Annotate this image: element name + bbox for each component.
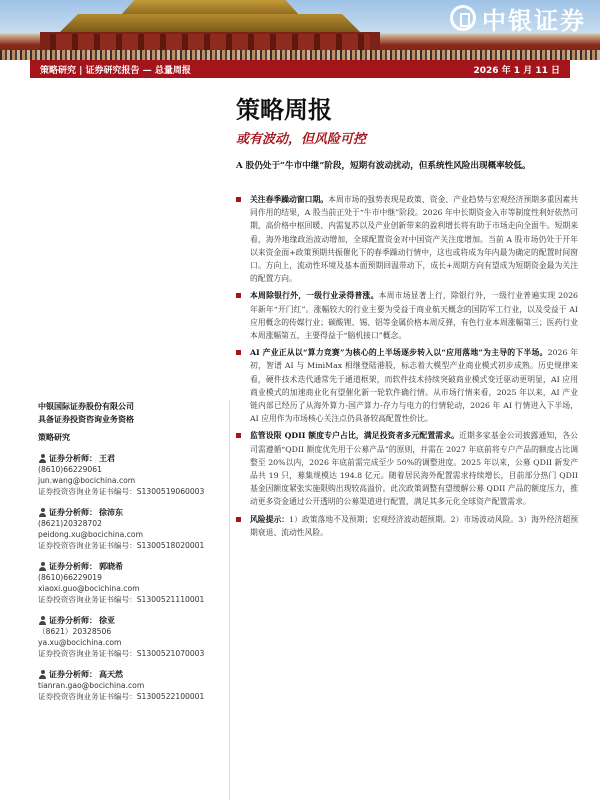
analyst-cert: 证券投资咨询业务证书编号：S1300521110001 — [38, 595, 205, 604]
analyst-card — [38, 615, 228, 659]
analyst-cert: 证券投资咨询业务证书编号：S1300521070003 — [38, 649, 205, 658]
analyst-email[interactable]: peidong.xu@bocichina.com — [38, 530, 143, 539]
bullet-heading: 监管设限 QDII 额度专户占比，满足投资者多元配置需求。 — [250, 431, 460, 441]
analyst-email[interactable]: xiaoxi.guo@bocichina.com — [38, 584, 140, 593]
analyst-sidebar — [38, 400, 228, 702]
analyst-name: 高天然 — [99, 670, 123, 679]
analyst-role: 证券分析师： — [49, 562, 97, 571]
bullet-text: 1）政策落地不及预期；宏观经济波动超预期。2）市场波动风险。3）海外经济超预期衰退、流动性风险。 — [250, 514, 578, 537]
column-divider — [229, 400, 230, 800]
person-icon — [38, 508, 47, 517]
person-icon — [38, 616, 47, 625]
page-title: 策略周报 — [236, 96, 332, 124]
bullet-square-icon — [236, 350, 241, 355]
analyst-card — [38, 561, 228, 605]
bullet-text: 近期多家基金公司披露通知，各公司需遵循“QDII 额度优先用于公募产品”的原则，并需在 2027 年底前将专户产品的额度占比调整至 20%以内，2026 年底前需完成至少 50%的调整进度。2025 年以来，公募 QDII 新发产品共 19 只，募集规模达 194.8 亿元。随着居民海外配置需求持续增长，目前部分热门 QDII 基金因额度紧张实施限购出现较高溢价。此次政策调整有望缓解公募 QDII 产品的额度压力，推动更多资金通过公开透明的公募渠道进行配置，满足其多元化全球资产配置需求。 — [250, 431, 578, 507]
person-icon — [38, 670, 47, 679]
bullet-heading: 关注春季躁动窗口期。 — [250, 195, 329, 204]
bank-of-china-icon — [450, 5, 476, 31]
analyst-name-row — [38, 615, 228, 626]
analyst-name: 徐亚 — [99, 616, 115, 625]
analyst-email[interactable]: jun.wang@bocichina.com — [38, 476, 136, 485]
bullet-item — [236, 513, 578, 539]
analyst-role: 证券分析师： — [49, 508, 97, 517]
analyst-role: 证券分析师： — [49, 670, 97, 679]
brand-logo — [450, 2, 586, 34]
bullet-square-icon — [236, 197, 241, 202]
analyst-cert: 证券投资咨询业务证书编号：S1300522100001 — [38, 692, 205, 701]
analyst-name: 王君 — [99, 454, 115, 463]
report-date: 2026 年 1 月 11 日 — [473, 65, 560, 76]
research-label: 策略研究 — [38, 433, 70, 442]
brand-name: 中银证券 — [482, 6, 586, 35]
person-icon — [38, 454, 47, 463]
analyst-role: 证券分析师： — [49, 616, 97, 625]
header-banner — [0, 0, 600, 60]
summary-paragraph: A 股仍处于“牛市中继”阶段，短期有波动扰动，但系统性风险出现概率较低。 — [236, 161, 531, 171]
analyst-phone: (8610)66229061 — [38, 465, 102, 474]
analyst-cert: 证券投资咨询业务证书编号：S1300519060003 — [38, 487, 205, 496]
bullet-square-icon — [236, 293, 241, 298]
analyst-name-row — [38, 561, 228, 572]
analyst-name: 郭晓希 — [99, 562, 123, 571]
bullet-item — [236, 193, 578, 285]
bullet-item — [236, 429, 578, 508]
page-subtitle: 或有波动，但风险可控 — [236, 132, 367, 147]
analyst-email[interactable]: ya.xu@bocichina.com — [38, 638, 122, 647]
report-category: 策略研究 | 证券研究报告 — 总量周报 — [40, 65, 191, 76]
analyst-phone: (8621)20328702 — [38, 519, 102, 528]
bullet-text: 本周市场显著上行，除银行外，一级行业普遍实现 2026 年新年“开门红”。涨幅较大的行业主要为受益于商业航天概念的国防军工行业，以及受益于 AI 应用概念的传媒行业；碳酸锂、锡、铝等金属价格本周反弹，有色行业本周涨幅第三；医药行业本周涨幅第五，主要得益于“脑机接口”概念。 — [250, 291, 578, 341]
bullet-item — [236, 289, 578, 342]
crowd-strip — [0, 50, 600, 60]
analyst-card — [38, 669, 228, 702]
bullet-square-icon — [236, 433, 241, 438]
bullet-text: 2026 年初，智谱 AI 与 MiniMax 相继登陆港股，标志着大模型产业商业模式初步成熟。历史规律来看，硬件技术迭代通常先于通道框架，而软件技术持续突破商业模式变迁驱动更明显，AI 应用商业模式的加速商业化有望催化新一轮软件确行情。从市场行情来看，2025 年以来，AI 产业链内部已经历了从海外算力-国产算力-存力与电力的行情轮动，2026 年 AI 行情进入下半场，AI 应用作为市场核心关注点仍具备较高配置性价比。 — [250, 348, 578, 424]
analyst-card — [38, 453, 228, 497]
key-points — [236, 193, 578, 543]
bullet-square-icon — [236, 517, 241, 522]
analyst-phone: （8621）20328506 — [38, 627, 112, 636]
person-icon — [38, 562, 47, 571]
bullet-heading: 本周除银行外，一级行业录得普涨。 — [250, 291, 379, 301]
analyst-role: 证券分析师： — [49, 454, 97, 463]
palace-roof — [60, 14, 360, 32]
bullet-heading: 风险提示： — [250, 514, 290, 524]
analyst-name: 徐沛东 — [99, 508, 123, 517]
analyst-card — [38, 507, 228, 551]
company-qualification: 具备证券投资咨询业务资格 — [38, 415, 134, 424]
report-category-bar — [30, 60, 570, 78]
palace-upper-roof — [120, 0, 300, 16]
analyst-phone: (8610)66229019 — [38, 573, 102, 582]
company-name: 中银国际证券股份有限公司 — [38, 402, 134, 411]
bullet-heading: AI 产业正从以“算力竞赛”为核心的上半场逐步转入以“应用落地”为主导的下半场。 — [250, 348, 548, 358]
bullet-item — [236, 346, 578, 425]
analyst-name-row — [38, 507, 228, 518]
analyst-email[interactable]: tianran.gao@bocichina.com — [38, 681, 145, 690]
analyst-name-row — [38, 669, 228, 680]
analyst-name-row — [38, 453, 228, 464]
analyst-cert: 证券投资咨询业务证书编号：S1300518020001 — [38, 541, 205, 550]
bullet-text: 本周市场的强势表现是政策、资金、产业趋势与宏观经济预期多重因素共同作用的结果，A 股当前正处于“牛市中继”阶段。2026 年中长期资金入市等制度性利好依然可期，高价格中枢回暖、内需复苏以及产业创新带来的盈利增长将有助于市场走向全面牛。短期来看，海外地缘政治波动增加，全球配置资金对中国资产关注度增加。当前 A 股市场仍处于开年以来资金面+政策预期共振催化下的春季躁动行情中，这也或将成为年内最为确定的配置时间窗口。方向上，流动性环境及基本面预期回温带动下，成长+周期方向有望成为短期资金最为关注的配置方向。 — [250, 195, 579, 284]
